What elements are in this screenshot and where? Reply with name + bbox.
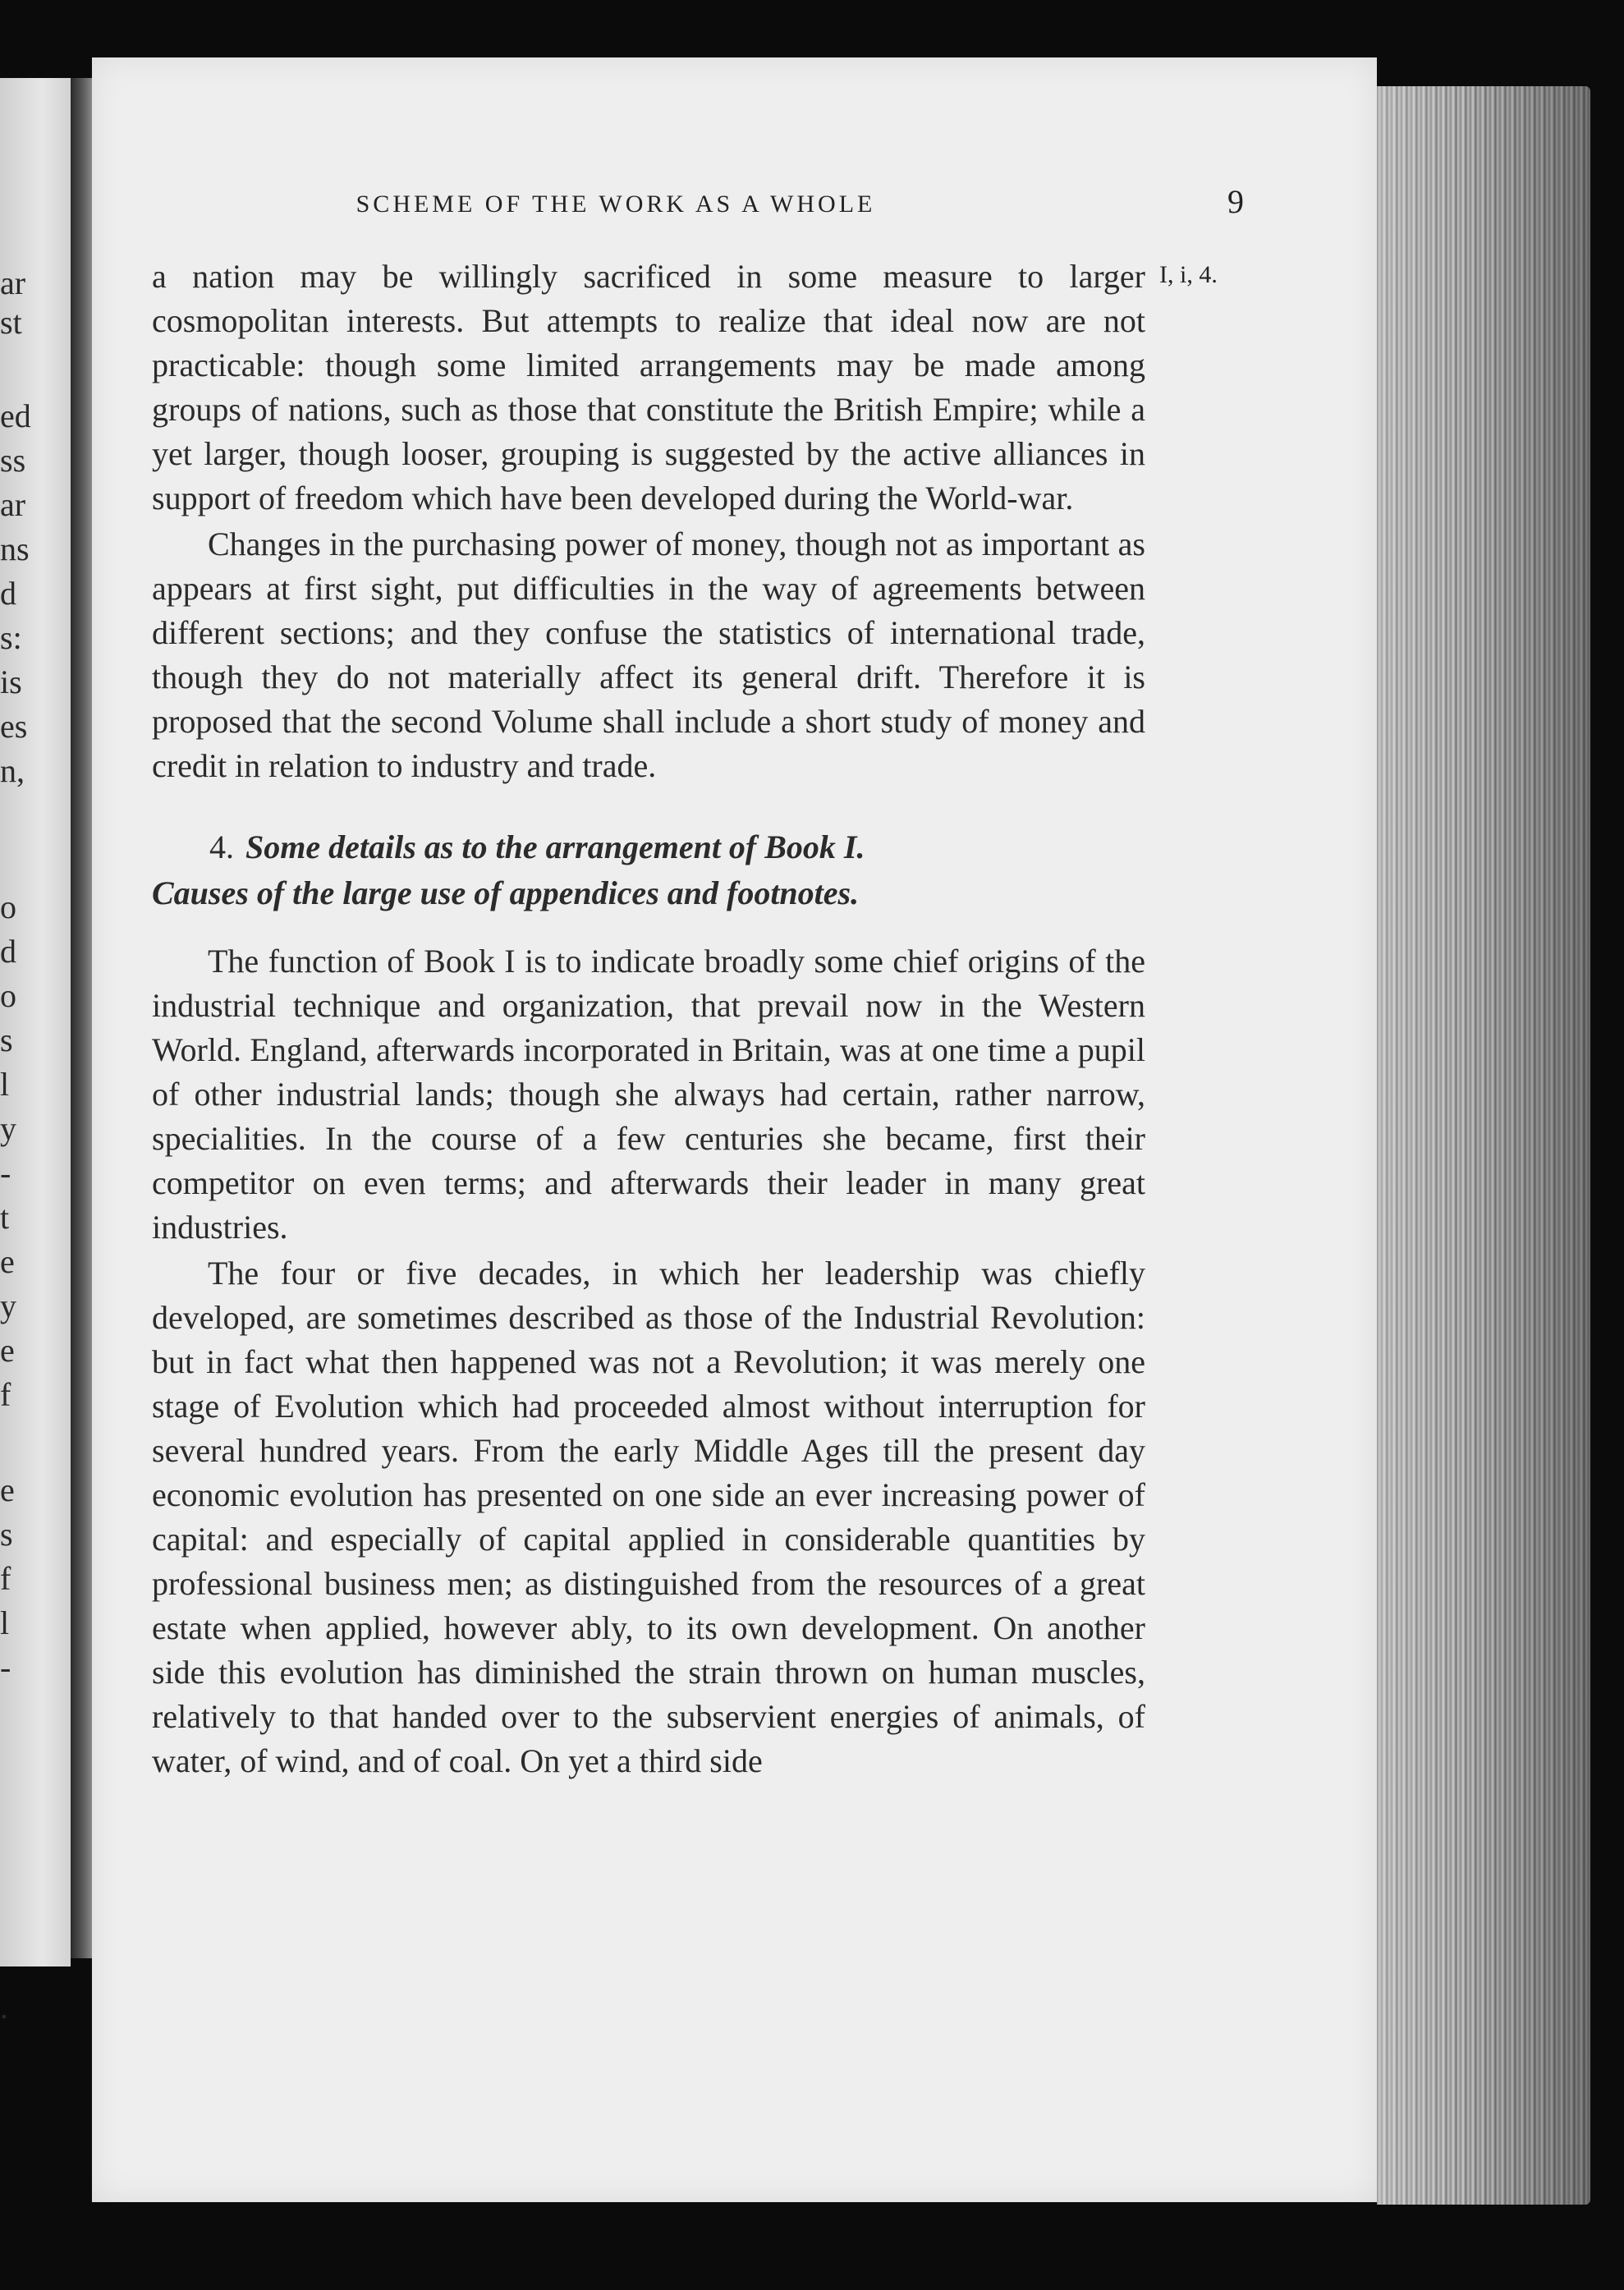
facing-page-text-fragments [0,78,71,2026]
section-title-line2: Causes of the large use of appendices and footnotes. [152,874,860,911]
facing-fragment: o [0,977,16,1014]
facing-fragment: s [0,1021,13,1058]
facing-fragment: st [0,304,22,341]
facing-fragment: n, [0,752,25,789]
facing-fragment: - [0,1649,11,1686]
facing-fragment: l [0,1604,10,1641]
facing-fragment: y [0,1110,16,1147]
facing-fragment: . [0,1989,8,2026]
facing-fragment: e [0,1471,15,1508]
facing-fragment: t [0,1199,10,1236]
facing-fragment: d [0,575,16,612]
facing-fragment: es [0,708,28,745]
facing-fragment: y [0,1287,16,1324]
facing-fragment: d [0,933,16,970]
facing-fragment: s: [0,619,22,656]
facing-fragment: is [0,663,22,700]
paragraph: The function of Book I is to indicate broadly some chief origins of the industrial technique and organization, that prevail now in the Western World. England, afterwards incorporated in Britain, was at one time a pupil of other industrial lands; though she always had certain, rather narrow, specialities. In the course of a few centuries she became, first their competitor on even terms; and afterwards their leader in many great industries. [152,943,1145,1246]
section-number: 4. [209,828,234,865]
section-heading [152,824,1145,916]
facing-fragment: ed [0,397,31,434]
body-text [152,255,1145,1783]
running-head: SCHEME OF THE WORK AS A WHOLE [356,190,876,218]
facing-fragment: - [0,1154,11,1191]
margin-note: I, i, 4. [1159,261,1218,288]
facing-fragment: f [0,1560,11,1597]
page-number: 9 [1227,183,1244,220]
paragraph: The four or five decades, in which her leadership was chiefly developed, are sometimes described as those of the Industrial Revolution: but in fact what then happened was not a Revolution; it was merely one stage of Evolution which had proceeded almost without interruption for several hundred years. From the early Middle Ages till the present day economic evolution has presented on one side an ever increasing power of capital: and especially of capital applied in considerable quantities by professional business men; as distinguished from the resources of a great estate when applied, however ably, to its own development. On another side this evolution has diminished the strain thrown on human muscles, relatively to that handed over to the subservient energies of animals, of water, of wind, and of coal. On yet a third side [152,1255,1145,1779]
paragraph: Changes in the purchasing power of money, though not as important as appears at first sight, put difficulties in the way of agreements between different sections; and they confuse the statistics of international trade, though they do not materially affect its general drift. Therefore it is proposed that the second Volume shall include a short study of money and credit in relation to industry and trade. [152,525,1145,784]
page-stack-shade [1377,86,1590,2205]
facing-fragment: l [0,1066,10,1103]
facing-fragment: ar [0,264,26,301]
facing-fragment: ns [0,530,30,567]
paragraph: a nation may be willingly sacrificed in some measure to larger cosmopolitan interests. But attempts to realize that ideal now are not practicable: though some limited arrangements may be made among groups of nations, such as those that constitute the British Empire; while a yet larger, though looser, grouping is suggested by the active alliances in support of freedom which have been developed during the World-war. [152,258,1145,516]
facing-fragment: ar [0,486,26,523]
facing-fragment: e [0,1332,15,1369]
facing-fragment: ss [0,442,26,479]
facing-fragment: o [0,888,16,925]
facing-fragment: f [0,1376,11,1413]
section-title-line1: Some details as to the arrangement of Book I. [245,828,865,865]
facing-page-edge [0,78,71,2026]
facing-fragment: e [0,1243,15,1280]
facing-fragment: s [0,1516,13,1553]
